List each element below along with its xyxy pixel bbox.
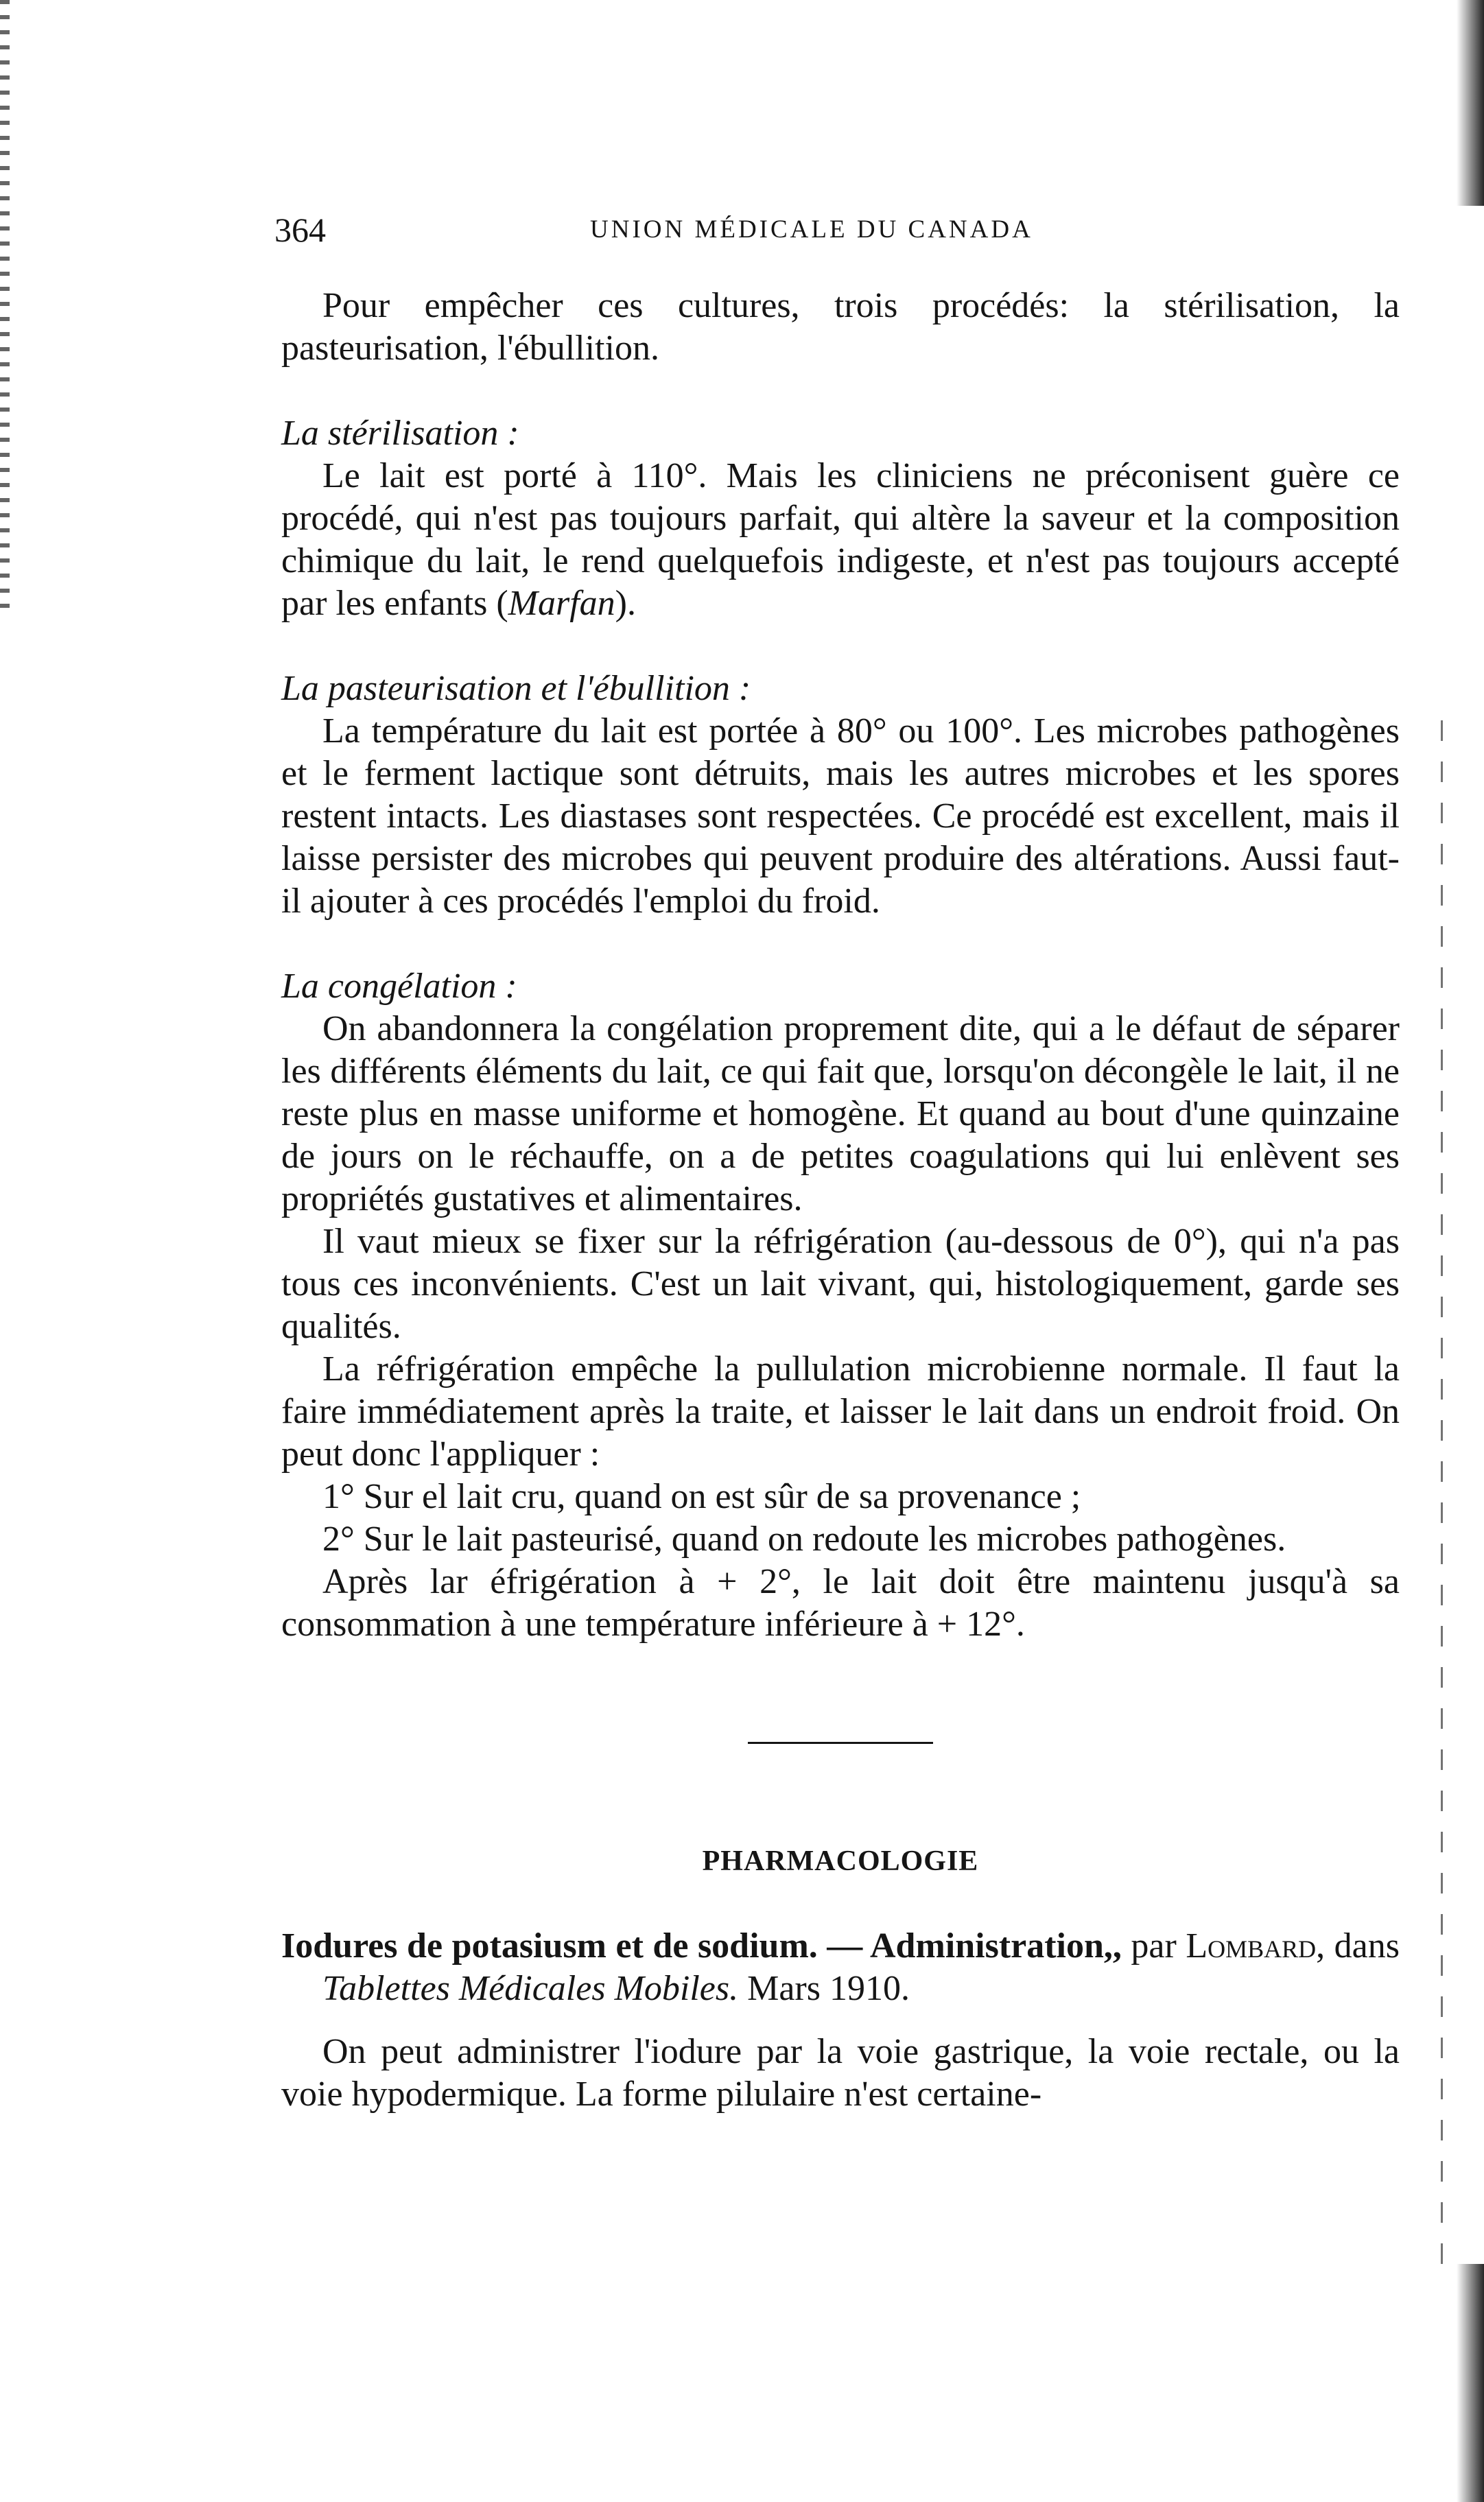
list-item: 2° Sur le lait pasteurisé, quand on redoute les microbes pathogènes. bbox=[322, 1520, 1286, 1559]
pasteurisation-paragraph: La température du lait est portée à 80° ou 100°. Les microbes pathogènes et le ferment lactique sont détruits, mais les autres microbes et les spores restent intacts. Les diastases sont respectées. Ce procédé est excellent, mais il laisse persister des microbes qui peuvent produire des altérations. Aussi faut-il ajouter à ces procédés l'emploi du froid. bbox=[281, 711, 1400, 921]
article-journal: Tablettes Médicales Mobiles. bbox=[322, 1969, 739, 2008]
congelation-paragraph-4: Après lar éfrigération à + 2°, le lait doit être maintenu jusqu'à sa consommation à une température inférieure à + 12°. bbox=[281, 1562, 1400, 1644]
article-in: , dans bbox=[1316, 1926, 1400, 1966]
scan-edge-left bbox=[0, 0, 10, 617]
sterilisation-text: Le lait est porté à 110°. Mais les cliniciens ne préconisent guère ce procédé, qui n'est pas toujours parfait, qui altère la saveur et la composition chimique du lait, le rend quelquefois indigeste, et n'est pas toujours accepté par les enfants ( bbox=[281, 456, 1400, 623]
scan-edge-right-top bbox=[1457, 0, 1484, 206]
heading-congelation: La congélation : bbox=[281, 967, 517, 1006]
article-title: Iodures de potasiusm et de sodium. — Administration,, bbox=[281, 1926, 1122, 1966]
page-header bbox=[274, 209, 1434, 250]
page-number: 364 bbox=[274, 211, 326, 249]
article-date: Mars 1910. bbox=[738, 1969, 910, 2008]
article-header bbox=[281, 1925, 1400, 2010]
heading-sterilisation: La stérilisation : bbox=[281, 414, 519, 453]
section-title-pharmacologie: PHARMACOLOGIE bbox=[702, 1845, 979, 1877]
running-head: UNION MÉDICALE DU CANADA bbox=[590, 215, 1033, 244]
pharmacologie-paragraph: On peut administrer l'iodure par la voie gastrique, la voie rectale, ou la voie hypodermique. La forme pilulaire n'est certaine- bbox=[281, 2032, 1400, 2114]
congelation-paragraph-1: On abandonnera la congélation proprement dite, qui a le défaut de séparer les différents éléments du lait, ce qui fait que, lorsqu'on décongèle le lait, il ne reste plus en masse uniforme et homogène. Et quand au bout d'une quinzaine de jours on le réchauffe, on a de petites coagulations qui lui enlèvent ses propriétés gustatives et alimentaires. bbox=[281, 1009, 1400, 1218]
author-citation: Marfan bbox=[508, 584, 615, 623]
article-author: Lombard bbox=[1186, 1926, 1317, 1966]
congelation-paragraph-2: Il vaut mieux se fixer sur la réfrigération (au-dessous de 0°), qui n'a pas tous ces inconvénients. C'est un lait vivant, qui, histologiquement, garde ses qualités. bbox=[281, 1222, 1400, 1346]
heading-pasteurisation: La pasteurisation et l'ébullition : bbox=[281, 669, 751, 708]
page-body bbox=[281, 285, 1400, 2116]
scan-gutter-marks bbox=[1441, 720, 1443, 2264]
list-item: 1° Sur el lait cru, quand on est sûr de sa provenance ; bbox=[322, 1477, 1081, 1516]
sterilisation-paragraph bbox=[281, 455, 1400, 625]
section-divider bbox=[748, 1742, 933, 1744]
congelation-paragraph-3: La réfrigération empêche la pullulation microbienne normale. Il faut la faire immédiatement après la traite, et laisser le lait dans un endroit froid. On peut donc l'appliquer : bbox=[281, 1349, 1400, 1474]
intro-paragraph: Pour empêcher ces cultures, trois procédés: la stérilisation, la pasteurisation, l'ébullition. bbox=[281, 286, 1400, 368]
article-by: par bbox=[1121, 1926, 1186, 1966]
sterilisation-text-end: ). bbox=[615, 584, 636, 623]
scan-edge-right-bottom bbox=[1457, 2264, 1484, 2502]
